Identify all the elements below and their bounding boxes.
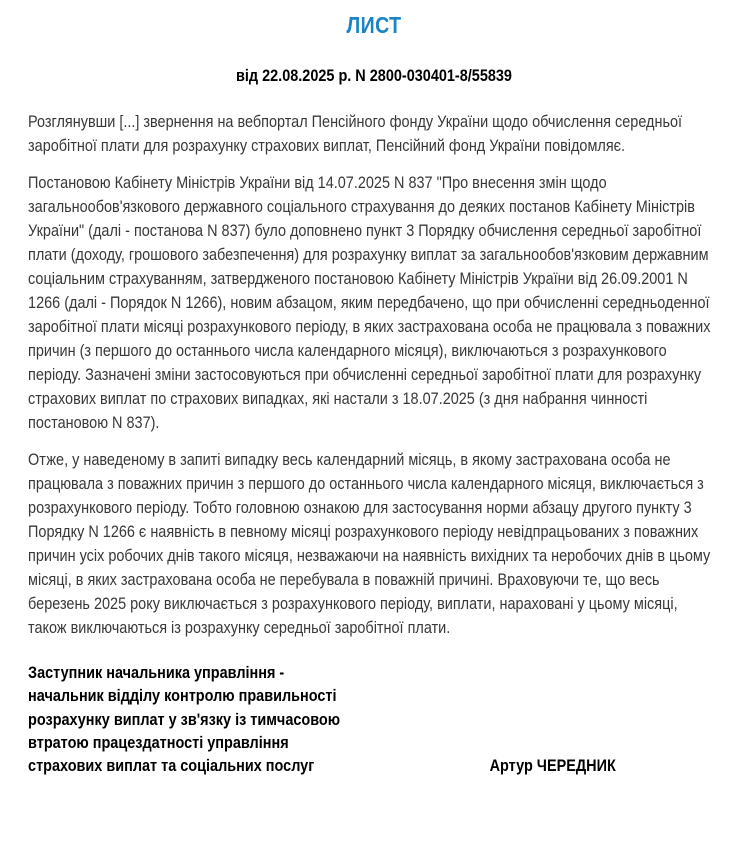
signatory-position-line: втратою працездатності управління	[28, 732, 289, 752]
signatory-position-line: Заступник начальника управління -	[28, 663, 285, 682]
signatory-position-line: начальник відділу контролю правильності	[28, 686, 337, 706]
letter-body	[28, 110, 720, 640]
signatory-position	[28, 661, 490, 777]
paragraph-resolution-details: Постановою Кабінету Міністрів України від 14.07.2025 N 837 "Про внесення змін щодо загальнообов'язкового державного соціального страхування до деяких постанов Кабінету Міністрів України" (далі - постанова N 837) було доповнено пункт 3 Порядку обчислення середньої заробітної плати (доходу, грошового забезпечення) для розрахунку виплат за загальнообов'язковим державним соціальним страхуванням, затвердженого постановою Кабінету Міністрів України від 26.09.2001 N 1266 (далі - Порядок N 1266), новим абзацом, яким передбачено, що при обчисленні середньоденної заробітної плати місяці розрахункового періоду, в яких застрахована особа не працювала з поважних причин (з першого до останнього числа календарного місяця), виключаються з розрахункового періоду. Зазначені зміни застосовуються при обчисленні середньої заробітної плати для розрахунку страхових виплат по страхових випадках, які настали з 18.07.2025 (з дня набрання чинності постановою N 837).	[28, 173, 711, 432]
signatory-position-line: розрахунку виплат у зв'язку із тимчасовою	[28, 709, 341, 729]
paragraph-conclusion: Отже, у наведеному в запиті випадку весь календарний місяць, в якому застрахована особа не працювала з поважних причин з першого до останнього числа календарного місяця, виключається з розрахункового періоду. Тобто головною ознакою для застосування норми абзацу другого пункту 3 Порядку N 1266 є наявність в певному місяці розрахункового періоду невідпрацьованих з поважних причин усіх робочих днів такого місяця, незважаючи на наявність вихідних та неробочих днів в цьому місяці, в яких застрахована особа не перебувала в поважній причині. Враховуючи те, що весь березень 2025 року виключається з розрахункового періоду, виплати, нараховані у цьому місяці, також виключаються із розрахунку середньої заробітної плати.	[28, 450, 711, 637]
paragraph-intro: Розглянувши [...] звернення на вебпортал Пенсійного фонду України щодо обчислення середньої заробітної плати для розрахунку страхових виплат, Пенсійний фонд України повідомляє.	[28, 112, 683, 155]
signatory-position-line: страхових виплат та соціальних послуг	[28, 756, 315, 776]
signature-block	[28, 661, 720, 777]
letter-date-number: від 22.08.2025 р. N 2800-030401-8/55839	[236, 66, 512, 85]
page-title: ЛИСТ	[346, 12, 402, 38]
signatory-name: Артур ЧЕРЕДНИК	[489, 756, 616, 776]
